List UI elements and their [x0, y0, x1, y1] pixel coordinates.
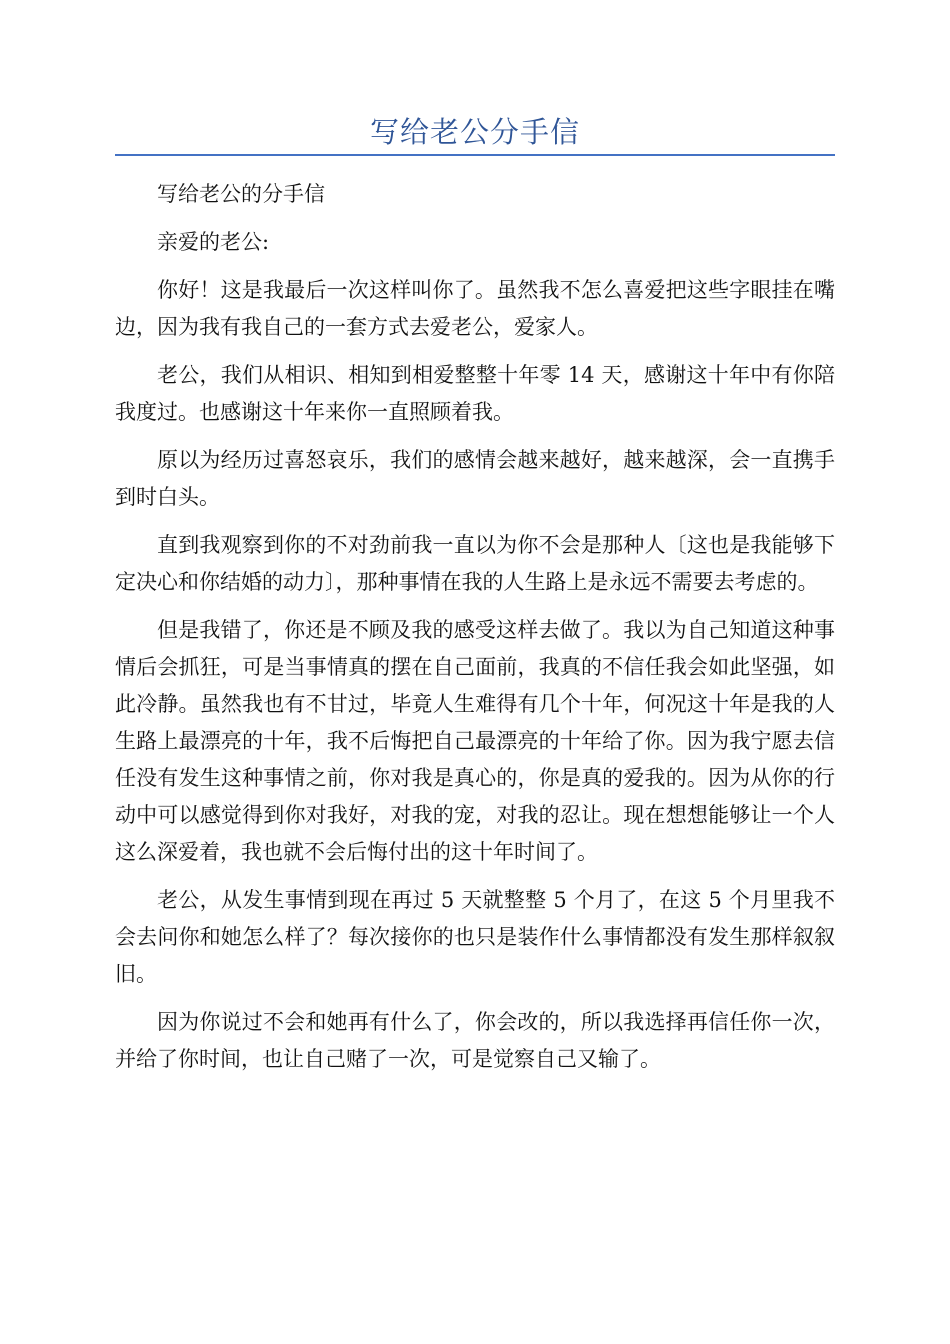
- title-underline: [115, 154, 835, 156]
- paragraph-salutation: 亲爱的老公:: [157, 230, 270, 254]
- paragraph: 因为你说过不会和她再有什么了，你会改的，所以我选择再信任你一次，并给了你时间，也让自己赌了一次，可是觉察自己又输了。: [115, 1010, 835, 1071]
- paragraph: 老公，我们从相识、相知到相爱整整十年零 14 天，感谢这十年中有你陪我度过。也感谢这十年来你一直照顾着我。: [115, 363, 835, 424]
- document-body: [115, 176, 835, 1089]
- paragraph: 但是我错了，你还是不顾及我的感受这样去做了。我以为自己知道这种事情后会抓狂，可是当事情真的摆在自己面前，我真的不信任我会如此坚强，如此冷静。虽然我也有不甘过，毕竟人生难得有几个十年，何况这十年是我的人生路上最漂亮的十年，我不后悔把自己最漂亮的十年给了你。因为我宁愿去信任没有发生这种事情之前，你对我是真心的，你是真的爱我的。因为从你的行动中可以感觉得到你对我好，对我的宠，对我的忍让。现在想想能够让一个人这么深爱着，我也就不会后悔付出的这十年时间了。: [115, 618, 835, 864]
- paragraph: 原以为经历过喜怒哀乐，我们的感情会越来越好，越来越深，会一直携手到时白头。: [115, 448, 835, 509]
- paragraph: 直到我观察到你的不对劲前我一直以为你不会是那种人〔这也是我能够下定决心和你结婚的动力〕，那种事情在我的人生路上是永远不需要去考虑的。: [115, 533, 835, 594]
- paragraph: 你好！这是我最后一次这样叫你了。虽然我不怎么喜爱把这些字眼挂在嘴边，因为我有我自己的一套方式去爱老公，爱家人。: [115, 278, 835, 339]
- paragraph: 老公，从发生事情到现在再过 5 天就整整 5 个月了，在这 5 个月里我不会去问你和她怎么样了？每次接你的也只是装作什么事情都没有发生那样叙叙旧。: [115, 888, 835, 986]
- paragraph-heading: 写给老公的分手信: [157, 182, 325, 206]
- document-title: 写给老公分手信: [369, 115, 580, 149]
